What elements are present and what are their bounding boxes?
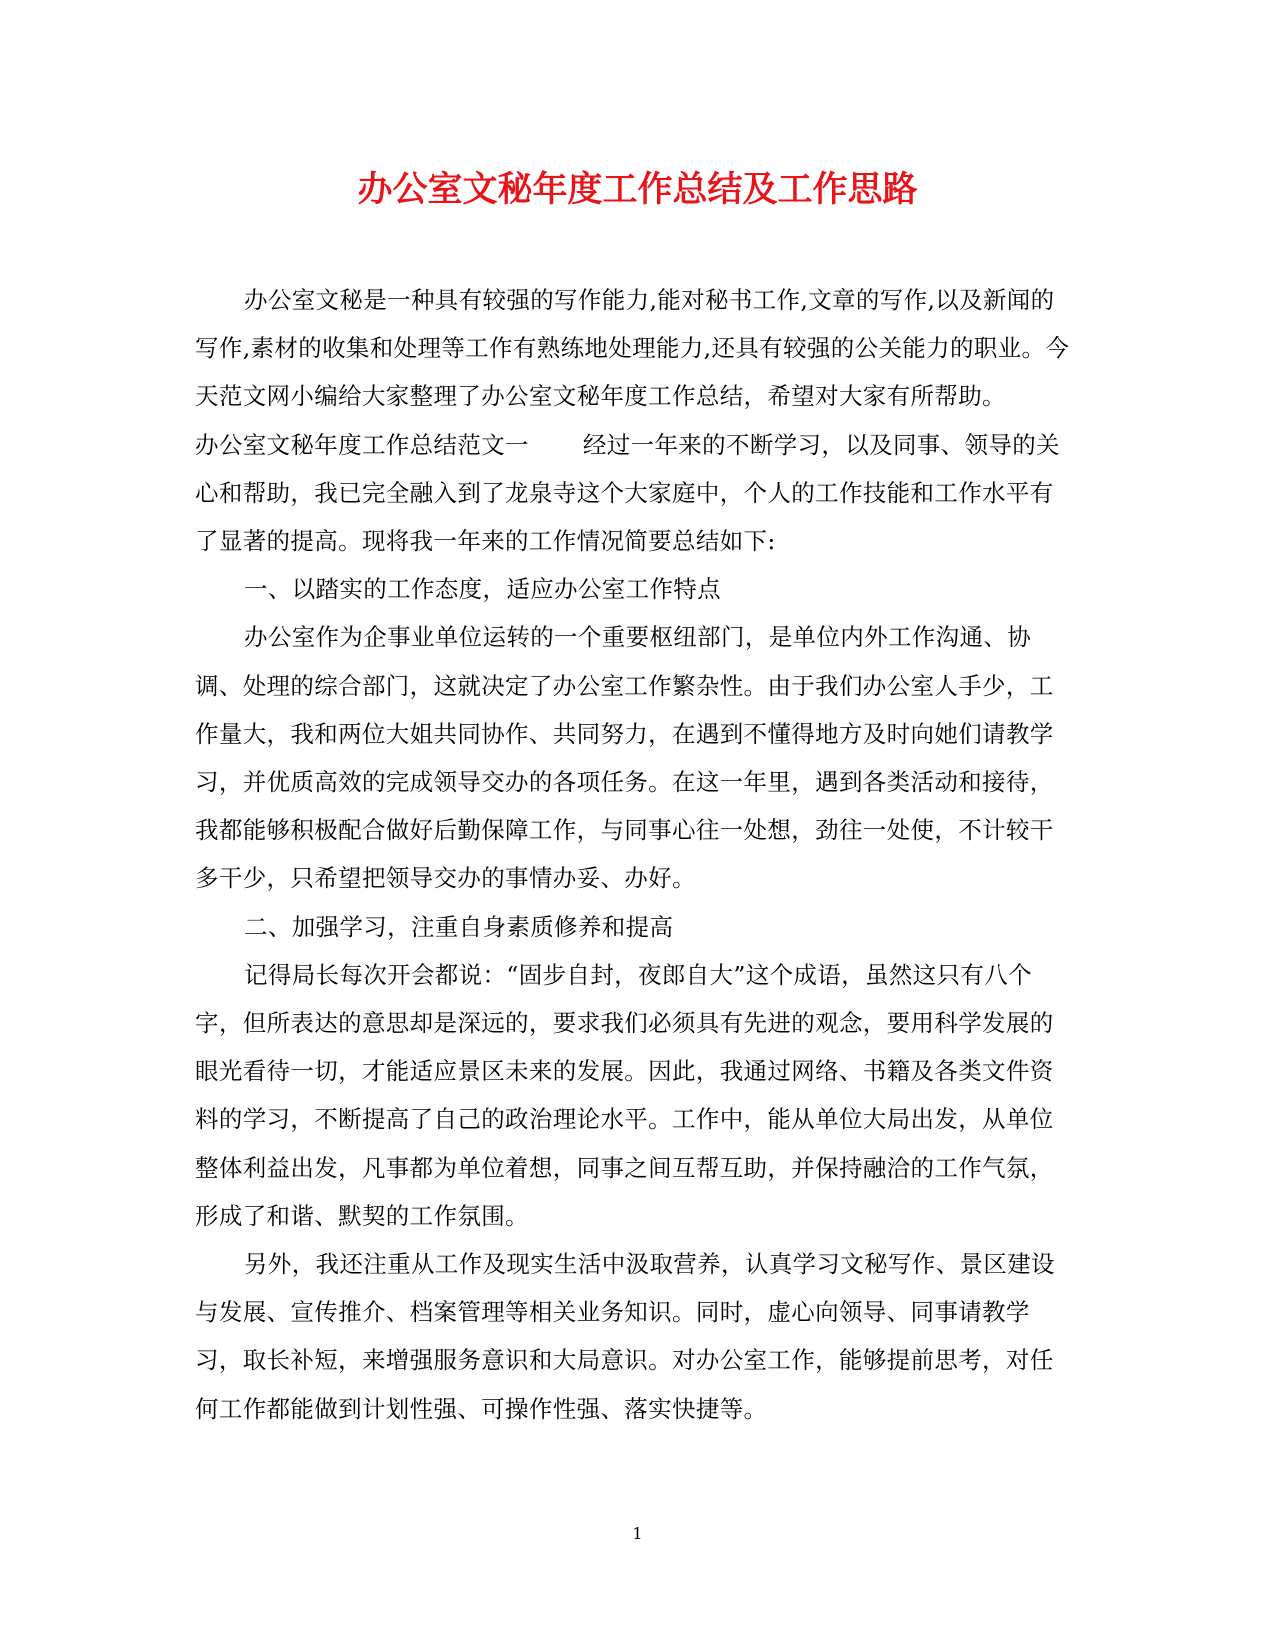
page-number: 1 — [632, 1524, 643, 1543]
page-title: 办公室文秘年度工作总结及工作思路 — [357, 169, 918, 210]
sample-heading: 办公室文秘年度工作总结范文一 — [195, 430, 529, 459]
document-body — [195, 276, 1075, 1433]
section2-heading: 二、加强学习，注重自身素质修养和提高 — [244, 912, 674, 941]
section1-body: 办公室作为企事业单位运转的一个重要枢纽部门，是单位内外工作沟通、协调、处理的综合部门，这就决定了办公室工作繁杂性。由于我们办公室人手少，工作量大，我和两位大姐共同协作、共同努力，在遇到不懂得地方及时向她们请教学习，并优质高效的完成领导交办的各项任务。在这一年里，遇到各类活动和接待，我都能够积极配合做好后勤保障工作，与同事心往一处想，劲往一处使，不计较干多干少，只希望把领导交办的事情办妥、办好。 — [195, 623, 1054, 893]
sample-paragraph — [195, 421, 1075, 566]
sample-opening: 经过一年来的不断学习，以及同事、领导的关心和帮助，我已完全融入到了龙泉寺这个大家庭中，个人的工作技能和工作水平有了显著的提高。现将我一年来的工作情况简要总结如下: — [195, 430, 1060, 556]
section2-body: 记得局长每次开会都说：“固步自封，夜郎自大”这个成语，虽然这只有八个字，但所表达的意思却是深远的，要求我们必须具有先进的观念，要用科学发展的眼光看待一切，才能适应景区未来的发展。因此，我通过网络、书籍及各类文件资料的学习，不断提高了自己的政治理论水平。工作中，能从单位大局出发，从单位整体利益出发，凡事都为单位着想，同事之间互帮互助，并保持融洽的工作气氛，形成了和谐、默契的工作氛围。 — [195, 960, 1054, 1230]
intro-paragraph: 办公室文秘是一种具有较强的写作能力,能对秘书工作,文章的写作,以及新闻的写作,素材的收集和处理等工作有熟练地处理能力,还具有较强的公关能力的职业。今天范文网小编给大家整理了办公室文秘年度工作总结，希望对大家有所帮助。 — [195, 286, 1070, 411]
section2-body-continued: 另外，我还注重从工作及现实生活中汲取营养，认真学习文秘写作、景区建设与发展、宣传推介、档案管理等相关业务知识。同时，虚心向领导、同事请教学习，取长补短，来增强服务意识和大局意识。对办公室工作，能够提前思考，对任何工作都能做到计划性强、可操作性强、落实快捷等。 — [195, 1250, 1055, 1423]
section1-heading: 一、以踏实的工作态度，适应办公室工作特点 — [244, 575, 721, 604]
